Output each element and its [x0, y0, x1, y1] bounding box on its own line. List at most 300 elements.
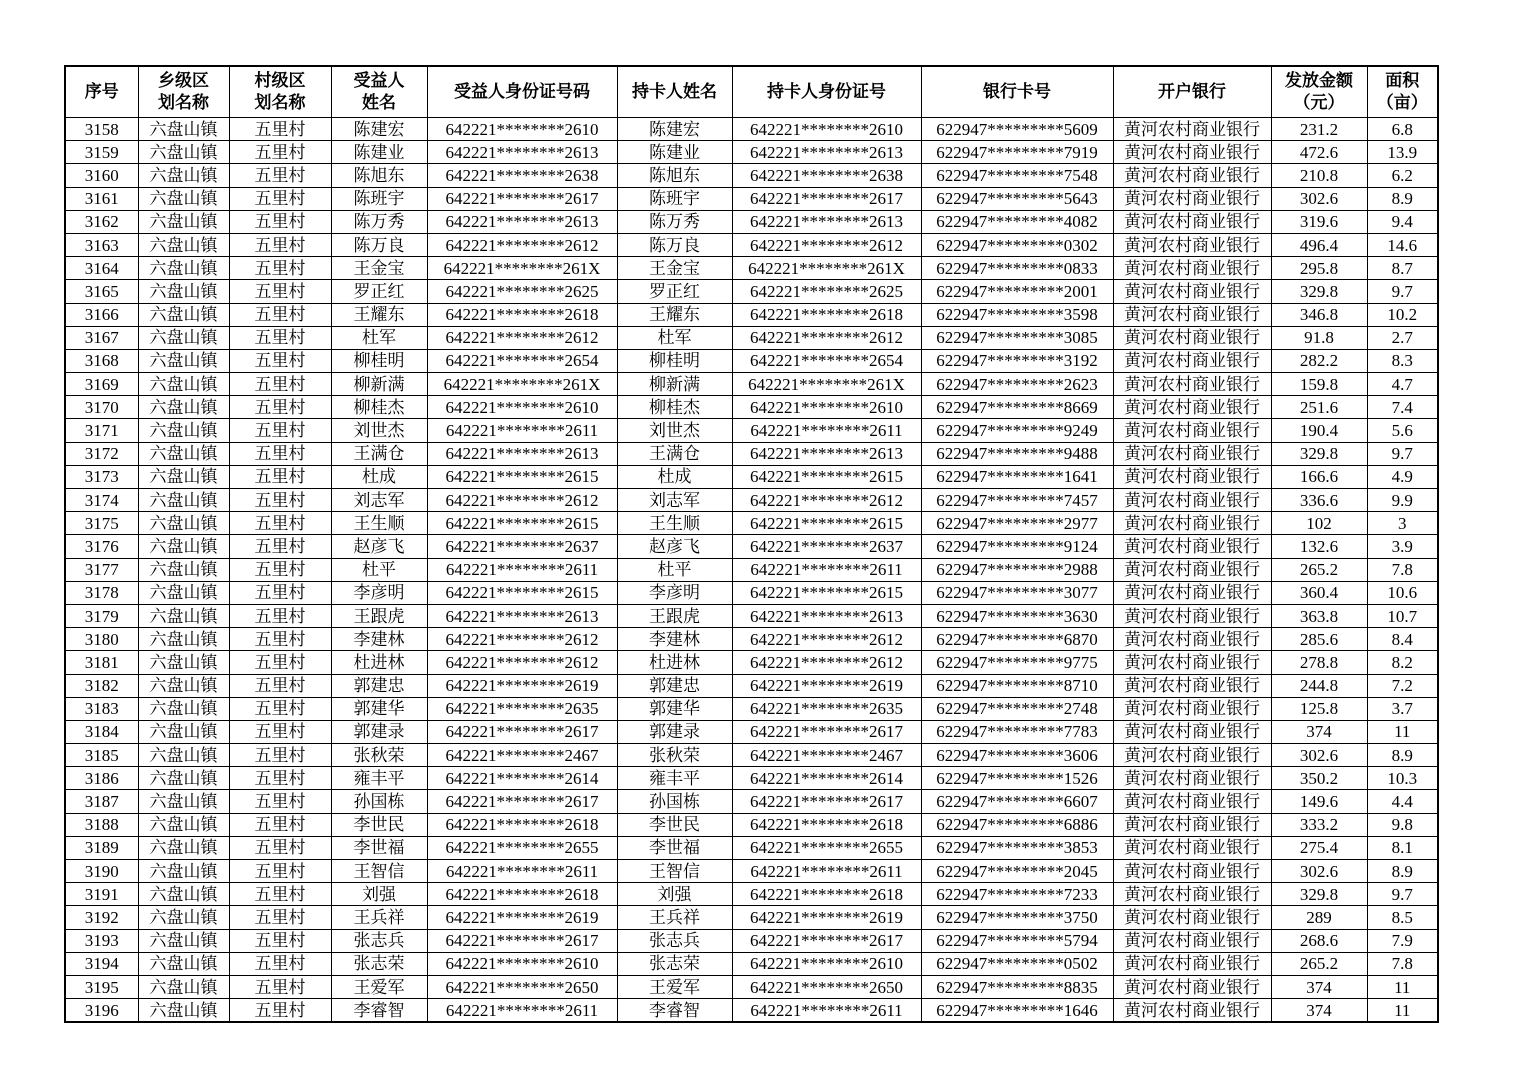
table-cell: 159.8	[1271, 373, 1367, 396]
table-cell: 五里村	[229, 929, 331, 952]
table-cell: 陈万秀	[617, 210, 732, 233]
table-cell: 642221********2615	[427, 512, 617, 535]
table-cell: 622947*********5643	[921, 187, 1113, 210]
table-cell: 六盘山镇	[138, 442, 229, 465]
table-cell: 3160	[65, 164, 138, 187]
table-cell: 642221********2617	[732, 187, 921, 210]
table-cell: 91.8	[1271, 326, 1367, 349]
table-cell: 3178	[65, 581, 138, 604]
table-cell: 642221********2612	[427, 651, 617, 674]
table-cell: 642221********2618	[732, 813, 921, 836]
table-cell: 3165	[65, 280, 138, 303]
table-cell: 六盘山镇	[138, 257, 229, 280]
table-cell: 622947*********9249	[921, 419, 1113, 442]
table-cell: 3161	[65, 187, 138, 210]
table-cell: 3191	[65, 883, 138, 906]
table-cell: 642221********2467	[732, 744, 921, 767]
table-cell: 黄河农村商业银行	[1113, 813, 1271, 836]
table-cell: 622947*********6870	[921, 628, 1113, 651]
table-body	[65, 118, 1438, 1023]
table-cell: 642221********2612	[732, 628, 921, 651]
table-cell: 黄河农村商业银行	[1113, 651, 1271, 674]
table-header	[65, 66, 1438, 118]
table-cell: 柳桂明	[331, 349, 427, 372]
table-cell: 622947*********7457	[921, 489, 1113, 512]
table-cell: 王金宝	[617, 257, 732, 280]
table-cell: 622947*********0502	[921, 952, 1113, 975]
table-cell: 六盘山镇	[138, 233, 229, 256]
table-row	[65, 767, 1438, 790]
table-cell: 郭建录	[617, 720, 732, 743]
table-cell: 黄河农村商业银行	[1113, 233, 1271, 256]
table-cell: 642221********2619	[732, 906, 921, 929]
table-cell: 642221********2625	[427, 280, 617, 303]
table-cell: 五里村	[229, 999, 331, 1023]
table-cell: 五里村	[229, 233, 331, 256]
table-cell: 642221********2637	[732, 535, 921, 558]
table-cell: 8.9	[1367, 860, 1438, 883]
table-cell: 642221********2612	[732, 651, 921, 674]
table-cell: 642221********2611	[732, 558, 921, 581]
table-cell: 3177	[65, 558, 138, 581]
table-row	[65, 744, 1438, 767]
table-cell: 3170	[65, 396, 138, 419]
table-cell: 五里村	[229, 210, 331, 233]
table-cell: 王满仓	[331, 442, 427, 465]
table-cell: 5.6	[1367, 419, 1438, 442]
column-header-line: 受益人身份证号码	[454, 81, 590, 101]
table-cell: 642221********2611	[427, 860, 617, 883]
table-cell: 642221********2617	[427, 720, 617, 743]
table-cell: 3166	[65, 303, 138, 326]
table-cell: 李建林	[617, 628, 732, 651]
table-cell: 622947*********7233	[921, 883, 1113, 906]
table-cell: 642221********2613	[427, 210, 617, 233]
table-cell: 642221********261X	[732, 257, 921, 280]
table-cell: 赵彦飞	[617, 535, 732, 558]
table-cell: 10.7	[1367, 604, 1438, 627]
table-cell: 黄河农村商业银行	[1113, 744, 1271, 767]
subsidy-table-sheet	[64, 65, 1439, 1023]
table-cell: 244.8	[1271, 674, 1367, 697]
table-cell: 3184	[65, 720, 138, 743]
table-cell: 柳新满	[331, 373, 427, 396]
table-cell: 五里村	[229, 975, 331, 998]
column-header-line: 乡级区	[158, 70, 209, 90]
table-cell: 六盘山镇	[138, 836, 229, 859]
table-cell: 五里村	[229, 651, 331, 674]
table-cell: 孙国栋	[331, 790, 427, 813]
table-cell: 雍丰平	[331, 767, 427, 790]
table-cell: 陈万良	[617, 233, 732, 256]
table-cell: 刘强	[331, 883, 427, 906]
table-cell: 王跟虎	[617, 604, 732, 627]
table-cell: 六盘山镇	[138, 883, 229, 906]
table-cell: 10.2	[1367, 303, 1438, 326]
table-cell: 149.6	[1271, 790, 1367, 813]
table-cell: 3189	[65, 836, 138, 859]
column-header	[427, 66, 617, 118]
table-cell: 黄河农村商业银行	[1113, 257, 1271, 280]
table-cell: 3158	[65, 118, 138, 141]
table-cell: 3.9	[1367, 535, 1438, 558]
table-row	[65, 141, 1438, 164]
table-cell: 302.6	[1271, 744, 1367, 767]
table-cell: 六盘山镇	[138, 419, 229, 442]
table-cell: 杜平	[331, 558, 427, 581]
table-cell: 六盘山镇	[138, 999, 229, 1023]
table-cell: 张志兵	[331, 929, 427, 952]
table-cell: 642221********2611	[427, 999, 617, 1023]
table-cell: 黄河农村商业银行	[1113, 141, 1271, 164]
table-cell: 642221********2613	[732, 604, 921, 627]
table-cell: 陈旭东	[331, 164, 427, 187]
table-cell: 336.6	[1271, 489, 1367, 512]
table-cell: 黄河农村商业银行	[1113, 373, 1271, 396]
table-cell: 642221********2635	[732, 697, 921, 720]
table-row	[65, 836, 1438, 859]
table-cell: 张秋荣	[617, 744, 732, 767]
table-cell: 杜进林	[331, 651, 427, 674]
table-cell: 10.3	[1367, 767, 1438, 790]
table-cell: 六盘山镇	[138, 720, 229, 743]
column-header-line: 村级区	[254, 70, 306, 90]
table-cell: 六盘山镇	[138, 906, 229, 929]
table-row	[65, 512, 1438, 535]
table-cell: 六盘山镇	[138, 164, 229, 187]
table-cell: 张志荣	[331, 952, 427, 975]
table-cell: 360.4	[1271, 581, 1367, 604]
table-cell: 黄河农村商业银行	[1113, 465, 1271, 488]
table-cell: 五里村	[229, 489, 331, 512]
table-cell: 642221********2654	[427, 349, 617, 372]
table-cell: 642221********2611	[732, 860, 921, 883]
table-cell: 黄河农村商业银行	[1113, 187, 1271, 210]
table-cell: 六盘山镇	[138, 952, 229, 975]
table-cell: 3172	[65, 442, 138, 465]
column-header	[732, 66, 921, 118]
table-cell: 杜成	[331, 465, 427, 488]
table-row	[65, 604, 1438, 627]
table-cell: 642221********2618	[732, 303, 921, 326]
table-cell: 278.8	[1271, 651, 1367, 674]
table-cell: 642221********2612	[427, 628, 617, 651]
table-cell: 赵彦飞	[331, 535, 427, 558]
table-cell: 622947*********2045	[921, 860, 1113, 883]
table-cell: 刘世杰	[617, 419, 732, 442]
table-cell: 642221********2615	[427, 465, 617, 488]
table-cell: 3194	[65, 952, 138, 975]
table-cell: 642221********2618	[427, 813, 617, 836]
table-cell: 642221********2613	[732, 210, 921, 233]
table-cell: 六盘山镇	[138, 141, 229, 164]
table-cell: 622947*********8669	[921, 396, 1113, 419]
table-cell: 642221********2635	[427, 697, 617, 720]
table-cell: 642221********2612	[427, 489, 617, 512]
table-cell: 3190	[65, 860, 138, 883]
column-header-line: 划名称	[254, 93, 306, 112]
table-cell: 黄河农村商业银行	[1113, 999, 1271, 1023]
table-cell: 125.8	[1271, 697, 1367, 720]
table-cell: 7.8	[1367, 558, 1438, 581]
table-row	[65, 999, 1438, 1023]
table-cell: 285.6	[1271, 628, 1367, 651]
table-cell: 622947*********2988	[921, 558, 1113, 581]
column-header	[921, 66, 1113, 118]
table-cell: 374	[1271, 999, 1367, 1023]
header-row	[65, 66, 1438, 118]
table-cell: 11	[1367, 999, 1438, 1023]
table-cell: 黄河农村商业银行	[1113, 628, 1271, 651]
table-cell: 黄河农村商业银行	[1113, 419, 1271, 442]
table-cell: 642221********261X	[732, 373, 921, 396]
table-cell: 柳桂杰	[331, 396, 427, 419]
table-cell: 陈班宇	[617, 187, 732, 210]
table-cell: 622947*********3598	[921, 303, 1113, 326]
table-cell: 郭建录	[331, 720, 427, 743]
table-cell: 五里村	[229, 883, 331, 906]
table-row	[65, 674, 1438, 697]
table-cell: 五里村	[229, 697, 331, 720]
table-cell: 642221********2619	[732, 674, 921, 697]
table-cell: 642221********2617	[427, 929, 617, 952]
table-cell: 3174	[65, 489, 138, 512]
table-row	[65, 929, 1438, 952]
table-cell: 8.5	[1367, 906, 1438, 929]
table-cell: 622947*********7548	[921, 164, 1113, 187]
table-cell: 642221********2610	[427, 118, 617, 141]
table-row	[65, 975, 1438, 998]
table-cell: 黄河农村商业银行	[1113, 929, 1271, 952]
table-cell: 郭建忠	[617, 674, 732, 697]
table-cell: 六盘山镇	[138, 303, 229, 326]
table-cell: 622947*********6886	[921, 813, 1113, 836]
table-row	[65, 326, 1438, 349]
column-header	[1367, 66, 1438, 118]
table-cell: 杜进林	[617, 651, 732, 674]
table-cell: 五里村	[229, 790, 331, 813]
table-cell: 289	[1271, 906, 1367, 929]
table-cell: 五里村	[229, 767, 331, 790]
table-cell: 472.6	[1271, 141, 1367, 164]
table-cell: 陈建业	[331, 141, 427, 164]
table-cell: 王满仓	[617, 442, 732, 465]
table-cell: 王兵祥	[331, 906, 427, 929]
column-header-line: 受益人	[353, 70, 405, 90]
table-cell: 黄河农村商业银行	[1113, 326, 1271, 349]
table-cell: 五里村	[229, 674, 331, 697]
table-cell: 六盘山镇	[138, 512, 229, 535]
table-cell: 319.6	[1271, 210, 1367, 233]
table-cell: 132.6	[1271, 535, 1367, 558]
table-cell: 8.3	[1367, 349, 1438, 372]
table-cell: 陈旭东	[617, 164, 732, 187]
table-row	[65, 952, 1438, 975]
table-cell: 六盘山镇	[138, 489, 229, 512]
column-header-line: （元）	[1293, 93, 1345, 112]
table-cell: 9.9	[1367, 489, 1438, 512]
table-row	[65, 790, 1438, 813]
table-cell: 642221********261X	[427, 373, 617, 396]
table-cell: 六盘山镇	[138, 604, 229, 627]
table-row	[65, 813, 1438, 836]
table-row	[65, 396, 1438, 419]
table-cell: 五里村	[229, 512, 331, 535]
table-cell: 622947*********7919	[921, 141, 1113, 164]
table-cell: 642221********2650	[427, 975, 617, 998]
table-cell: 黄河农村商业银行	[1113, 975, 1271, 998]
table-cell: 五里村	[229, 141, 331, 164]
table-cell: 622947*********3077	[921, 581, 1113, 604]
table-cell: 柳桂杰	[617, 396, 732, 419]
table-cell: 黄河农村商业银行	[1113, 860, 1271, 883]
column-header-line: 开户银行	[1158, 81, 1226, 101]
table-cell: 642221********2617	[732, 790, 921, 813]
table-cell: 642221********2610	[427, 396, 617, 419]
table-cell: 杜军	[617, 326, 732, 349]
table-cell: 2.7	[1367, 326, 1438, 349]
table-row	[65, 419, 1438, 442]
table-cell: 622947*********3192	[921, 349, 1113, 372]
table-cell: 王跟虎	[331, 604, 427, 627]
column-header	[1271, 66, 1367, 118]
table-cell: 7.2	[1367, 674, 1438, 697]
table-cell: 642221********2638	[732, 164, 921, 187]
table-cell: 五里村	[229, 326, 331, 349]
table-cell: 622947*********3085	[921, 326, 1113, 349]
table-cell: 3175	[65, 512, 138, 535]
table-cell: 642221********2613	[732, 141, 921, 164]
table-cell: 五里村	[229, 744, 331, 767]
table-cell: 8.9	[1367, 187, 1438, 210]
table-cell: 刘志军	[331, 489, 427, 512]
table-cell: 102	[1271, 512, 1367, 535]
table-cell: 8.1	[1367, 836, 1438, 859]
table-cell: 642221********2615	[732, 465, 921, 488]
table-cell: 275.4	[1271, 836, 1367, 859]
table-cell: 五里村	[229, 280, 331, 303]
table-cell: 黄河农村商业银行	[1113, 303, 1271, 326]
table-cell: 642221********2612	[427, 233, 617, 256]
table-cell: 14.6	[1367, 233, 1438, 256]
column-header-line: 姓名	[362, 93, 396, 112]
table-cell: 杜平	[617, 558, 732, 581]
table-cell: 六盘山镇	[138, 975, 229, 998]
table-cell: 六盘山镇	[138, 929, 229, 952]
table-cell: 刘世杰	[331, 419, 427, 442]
table-cell: 五里村	[229, 558, 331, 581]
table-cell: 六盘山镇	[138, 535, 229, 558]
table-cell: 642221********2650	[732, 975, 921, 998]
table-cell: 五里村	[229, 373, 331, 396]
table-cell: 罗正红	[331, 280, 427, 303]
table-cell: 622947*********4082	[921, 210, 1113, 233]
table-cell: 642221********2618	[427, 303, 617, 326]
table-cell: 11	[1367, 720, 1438, 743]
table-cell: 642221********261X	[427, 257, 617, 280]
table-cell: 642221********2612	[427, 326, 617, 349]
table-cell: 642221********2612	[732, 489, 921, 512]
table-cell: 622947*********2977	[921, 512, 1113, 535]
table-cell: 王金宝	[331, 257, 427, 280]
table-row	[65, 628, 1438, 651]
table-cell: 杜军	[331, 326, 427, 349]
table-cell: 张志兵	[617, 929, 732, 952]
table-cell: 六盘山镇	[138, 651, 229, 674]
table-cell: 642221********2613	[732, 442, 921, 465]
table-cell: 黄河农村商业银行	[1113, 210, 1271, 233]
table-cell: 3167	[65, 326, 138, 349]
table-cell: 杜成	[617, 465, 732, 488]
column-header-line: 划名称	[158, 93, 209, 112]
table-cell: 黄河农村商业银行	[1113, 349, 1271, 372]
column-header-line: （亩）	[1376, 93, 1428, 112]
table-cell: 五里村	[229, 535, 331, 558]
table-cell: 295.8	[1271, 257, 1367, 280]
table-row	[65, 118, 1438, 141]
table-cell: 642221********2619	[427, 906, 617, 929]
table-cell: 642221********2613	[427, 604, 617, 627]
table-cell: 642221********2610	[732, 118, 921, 141]
table-cell: 622947*********5609	[921, 118, 1113, 141]
table-cell: 642221********2614	[732, 767, 921, 790]
table-cell: 李世民	[617, 813, 732, 836]
table-cell: 265.2	[1271, 952, 1367, 975]
table-row	[65, 489, 1438, 512]
table-cell: 642221********2617	[732, 929, 921, 952]
table-cell: 265.2	[1271, 558, 1367, 581]
table-cell: 3164	[65, 257, 138, 280]
table-cell: 329.8	[1271, 883, 1367, 906]
table-row	[65, 581, 1438, 604]
table-cell: 五里村	[229, 836, 331, 859]
table-cell: 642221********2611	[427, 558, 617, 581]
table-cell: 302.6	[1271, 187, 1367, 210]
table-cell: 六盘山镇	[138, 187, 229, 210]
table-cell: 622947*********2623	[921, 373, 1113, 396]
table-cell: 4.9	[1367, 465, 1438, 488]
table-cell: 642221********2615	[732, 512, 921, 535]
table-cell: 李建林	[331, 628, 427, 651]
table-cell: 642221********2612	[732, 233, 921, 256]
table-cell: 黄河农村商业银行	[1113, 906, 1271, 929]
table-cell: 3176	[65, 535, 138, 558]
table-cell: 六盘山镇	[138, 674, 229, 697]
table-row	[65, 373, 1438, 396]
table-cell: 刘志军	[617, 489, 732, 512]
table-cell: 李世福	[617, 836, 732, 859]
table-cell: 3193	[65, 929, 138, 952]
table-cell: 6.8	[1367, 118, 1438, 141]
table-cell: 3169	[65, 373, 138, 396]
table-cell: 642221********2655	[732, 836, 921, 859]
table-cell: 622947*********3630	[921, 604, 1113, 627]
table-cell: 孙国栋	[617, 790, 732, 813]
table-cell: 李睿智	[331, 999, 427, 1023]
table-cell: 622947*********3750	[921, 906, 1113, 929]
table-cell: 王爱军	[617, 975, 732, 998]
table-cell: 8.9	[1367, 744, 1438, 767]
table-cell: 黄河农村商业银行	[1113, 489, 1271, 512]
table-cell: 六盘山镇	[138, 860, 229, 883]
column-header-line: 银行卡号	[983, 81, 1051, 101]
table-cell: 3180	[65, 628, 138, 651]
column-header-line: 持卡人身份证号	[767, 81, 886, 101]
table-cell: 黄河农村商业银行	[1113, 836, 1271, 859]
table-cell: 642221********2617	[732, 720, 921, 743]
table-cell: 五里村	[229, 257, 331, 280]
table-cell: 陈班宇	[331, 187, 427, 210]
